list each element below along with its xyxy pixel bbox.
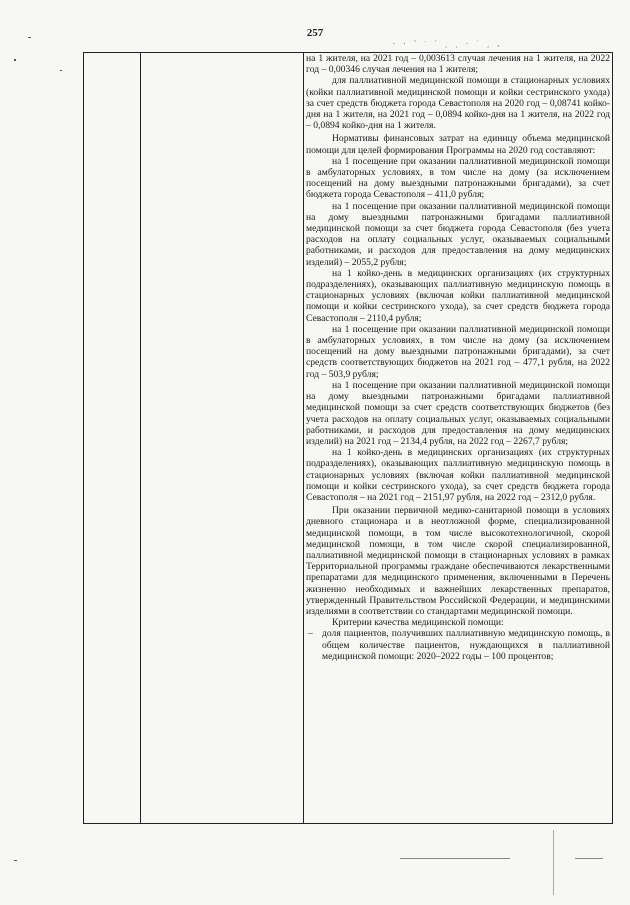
paragraph-home-visit-cost-2020: на 1 посещение при оказании паллиативной медицинской помощи на дому выездными патронажными бригадами паллиативной медицинской помощи за счет бюджета города Севастополя (без учета расходов на оплату социальных услуг, оказываемых социальными работниками, и расходов для предоставления на дому медицинских изделий) – 2055,2 рубля;	[306, 200, 610, 268]
paragraph-drug-provision: При оказании первичной медико-санитарной помощи в условиях дневного стационара и в неотложной форме, специализированной медицинской помощи, в том числе высокотехнологичной, скорой медицинской помощи, в том числе скорой специализированной, паллиативной медицинской помощи в стационарных условиях в рамках Территориальной программы граждане обеспечиваются лекарственными препаратами для медицинского применения, включенными в Перечень жизненно необходимых и важнейших лекарственных препаратов, утвержденный Правительством Российской Федерации, и медицинскими изделиями в соответствии со стандартами медицинской помощи.	[306, 505, 610, 617]
scan-footer-streak	[400, 858, 510, 859]
paragraph-bed-day-cost-2021-2022: на 1 койко-день в медицинских организациях (их структурных подразделениях), оказывающих паллиативную медицинскую помощь в стационарных условиях (включая койки паллиативной медицинской помощи и койки сестринского ухода), за счет средств бюджета города Севастополя – на 2021 год – 2151,97 рубля, на 2022 год – 2312,0 рубля.	[306, 447, 610, 503]
scan-speck	[14, 860, 17, 861]
scan-artifact: · · ˜ ′ ` ¸ ˛ · ˙ ¸ ‚	[392, 40, 502, 48]
table-content-cell	[306, 53, 610, 662]
table-left-border	[83, 52, 84, 824]
scan-fold-line	[553, 830, 554, 895]
paragraph-home-visit-cost-2021-2022: на 1 посещение при оказании паллиативной медицинской помощи на дому выездными патронажными бригадами паллиативной медицинской помощи за счет средств соответствующих бюджетов (без учета расходов на оплату социальных услуг, оказываемых социальными работниками, и расходов для предоставления на дому медицинских изделий) на 2021 год – 2134,4 рубля, на 2022 год – 2267,7 рубля;	[306, 379, 610, 447]
table-right-border	[612, 52, 613, 824]
list-item-text: доля пациентов, получивших паллиативную медицинскую помощь, в общем количестве пациентов, нуждающихся в паллиативной медицинской помощи: 2020–2022 годы – 100 процентов;	[322, 628, 610, 662]
list-marker: –	[308, 628, 313, 640]
scan-speck	[60, 70, 62, 71]
scan-speck	[14, 59, 16, 61]
paragraph-financial-norms-heading: Нормативы финансовых затрат на единицу объема медицинской помощи для целей формирования Программы на 2020 год составляют:	[306, 133, 610, 156]
paragraph-visit-cost-2020: на 1 посещение при оказании паллиативной медицинской помощи в амбулаторных условиях, в том числе на дому (за исключением посещений на дому выездными патронажными бригадами), за счет бюджета города Севастополя – 411,0 рубля;	[306, 155, 610, 201]
scan-speck	[28, 37, 31, 38]
table-column-divider	[140, 52, 141, 824]
table-content-divider	[303, 52, 304, 824]
paragraph-palliative-bed-days: для паллиативной медицинской помощи в стационарных условиях (койки паллиативной медицинской помощи и койки сестринского ухода) за счет средств бюджета города Севастополя на 2020 год – 0,08741 койко-дня на 1 жителя, на 2021 год – 0,0894 койко-дня на 1 жителя, на 2022 год – 0,0894 койко-дня на 1 жителя.	[306, 75, 610, 132]
table-bottom-border	[83, 823, 612, 824]
paragraph-visit-cost-2021-2022: на 1 посещение при оказании паллиативной медицинской помощи в амбулаторных условиях, в том числе на дому (за исключением посещений на дому выездными патронажными бригадами), за счет средств соответствующих бюджетов на 2021 год – 477,1 рубля, на 2022 год – 503,9 рубля;	[306, 323, 610, 380]
page-number: 257	[306, 27, 324, 39]
paragraph-inpatient-norms-tail: на 1 жителя, на 2021 год – 0,003613 случая лечения на 1 жителя, на 2022 год – 0,00346 случая лечения на 1 жителя;	[306, 53, 610, 76]
scan-footer-streak	[575, 858, 603, 859]
list-item	[306, 628, 610, 662]
paragraph-quality-criteria-heading: Критерии качества медицинской помощи:	[332, 617, 504, 629]
paragraph-bed-day-cost-2020: на 1 койко-день в медицинских организациях (их структурных подразделениях), оказывающих паллиативную медицинскую помощь в стационарных условиях (включая койки паллиативной медицинской помощи и койки сестринского ухода), за счет средств бюджета города Севастополя – 2110,4 рубля;	[306, 267, 610, 324]
